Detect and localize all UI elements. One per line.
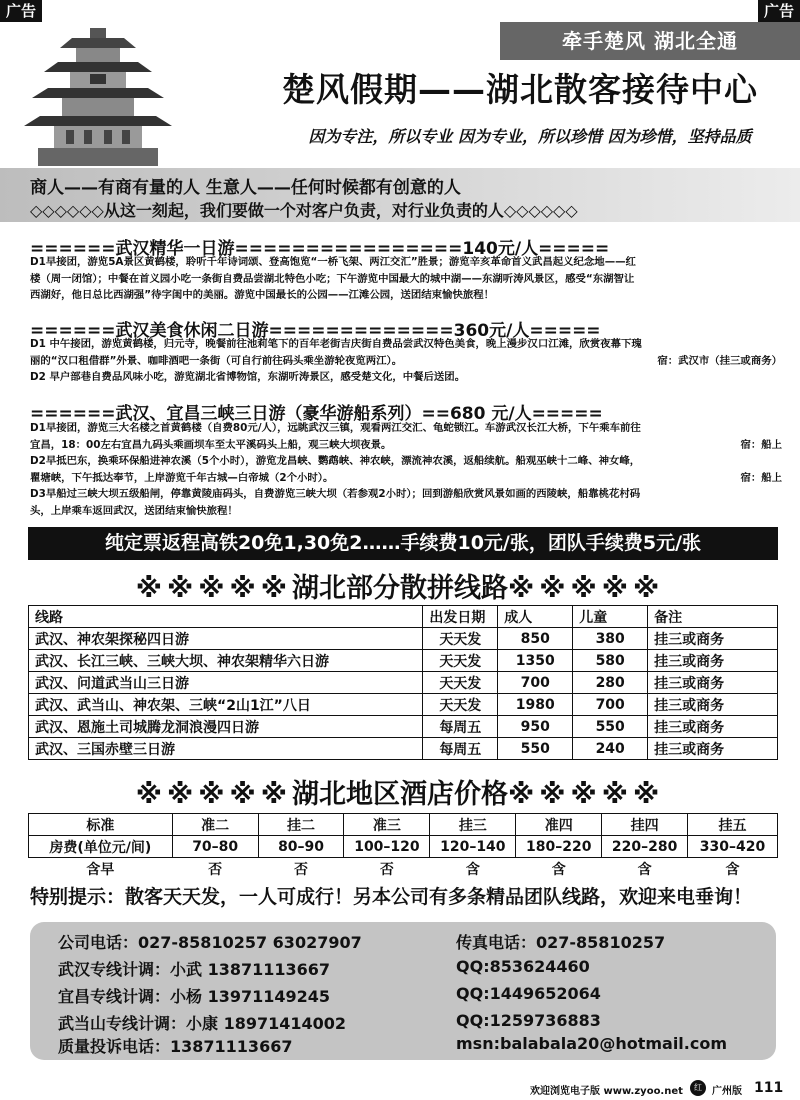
price-cell: 180–220 — [516, 836, 602, 858]
route-adult-price: 550 — [498, 738, 573, 760]
price-cell: 100–120 — [344, 836, 430, 858]
col-header: 成人 — [498, 606, 573, 628]
route-child-price: 550 — [573, 716, 648, 738]
price-cell: 80–90 — [258, 836, 344, 858]
brand-title: 楚风假期——湖北散客接待中心 — [282, 70, 758, 109]
trip-description — [30, 254, 782, 304]
route-note: 挂三或商务 — [648, 628, 778, 650]
breakfast-cell: 否 — [344, 858, 430, 880]
table-row — [29, 672, 778, 694]
ticket-info-bar: 纯定票返程高铁20免1,30免2……手续费10元/张，团队手续费5元/张 — [28, 527, 778, 560]
routes-table — [28, 605, 778, 760]
routes-section-title — [0, 566, 800, 605]
magazine-logo-icon: 红 — [690, 1080, 706, 1096]
route-child-price: 380 — [573, 628, 648, 650]
table-row — [29, 694, 778, 716]
route-note: 挂三或商务 — [648, 672, 778, 694]
trip-title: ======武汉美食休闲二日游=============360元/人===== — [30, 321, 601, 341]
yellow-crane-tower-image — [18, 26, 178, 166]
routes-title-text: 湖北部分散拼线路 — [292, 573, 508, 604]
col-header: 准二 — [172, 814, 258, 836]
table-row — [29, 836, 778, 858]
wuhan-qq: QQ:853624460 — [456, 957, 590, 976]
route-child-price: 580 — [573, 650, 648, 672]
decor-marks: ※※※※※ — [508, 779, 665, 810]
route-departure: 天天发 — [423, 694, 498, 716]
col-header: 出发日期 — [423, 606, 498, 628]
page-number: 111 — [754, 1080, 784, 1096]
yichang-contact: 宜昌专线计调：小杨 13971149245 — [58, 987, 331, 1006]
breakfast-cell: 含早 — [29, 858, 173, 880]
decor-marks: ※※※※※ — [508, 573, 665, 604]
col-header: 挂二 — [258, 814, 344, 836]
special-notice: 特别提示：散客天天发，一人可成行！另本公司有多条精品团队线路，欢迎来电垂询！ — [30, 886, 753, 908]
lodging-note: 宿：船上 — [740, 438, 782, 451]
route-departure: 天天发 — [423, 672, 498, 694]
col-header: 线路 — [29, 606, 423, 628]
route-note: 挂三或商务 — [648, 694, 778, 716]
msn-address: msn:balabala20@hotmail.com — [456, 1034, 728, 1053]
trip-title: ======武汉精华一日游================140元/人===== — [30, 239, 610, 259]
hotel-title-text: 湖北地区酒店价格 — [292, 779, 508, 810]
decor-marks: ※※※※※ — [135, 573, 292, 604]
lodging-note: 宿：船上 — [740, 471, 782, 484]
wudang-contact: 武当山专线计调：小康 18971414002 — [58, 1014, 347, 1033]
route-adult-price: 850 — [498, 628, 573, 650]
hotel-price-table — [28, 813, 778, 879]
route-name: 武汉、长江三峡、三峡大坝、神农架精华六日游 — [29, 650, 423, 672]
route-name: 武汉、恩施土司城腾龙洞浪漫四日游 — [29, 716, 423, 738]
route-adult-price: 1350 — [498, 650, 573, 672]
trip-line: D2早抵巴东，换乘环保船进神农溪（5个小时），游览龙昌峡、鹦鹉峡、神农峡，漂流神农溪，返船续航。船观巫峡十二峰、神女峰， — [30, 455, 641, 467]
trip-line: D2 早户部巷自费品风味小吃，游览湖北省博物馆，东湖听涛景区，感受楚文化，中餐后送团。 — [30, 371, 466, 383]
price-cell: 120–140 — [430, 836, 516, 858]
route-name: 武汉、神农架探秘四日游 — [29, 628, 423, 650]
col-header: 标准 — [29, 814, 173, 836]
route-child-price: 280 — [573, 672, 648, 694]
trip-line: 宜昌，18：00左右宜昌九码头乘画坝车至太平溪码头上船，观三峡大坝夜景。 宿：船上 — [30, 437, 782, 454]
trip-line: 瞿塘峡，下午抵达奉节，上岸游览千年古城—白帝城（2个小时）。 宿：船上 — [30, 470, 782, 487]
price-cell: 220–280 — [602, 836, 688, 858]
price-cell: 房费(单位元/间) — [29, 836, 173, 858]
trip-description — [30, 420, 782, 519]
table-row — [29, 716, 778, 738]
route-departure: 天天发 — [423, 650, 498, 672]
price-cell: 70–80 — [172, 836, 258, 858]
table-row — [29, 628, 778, 650]
breakfast-cell: 含 — [602, 858, 688, 880]
slogan-bar: 牵手楚风 湖北全通 — [500, 22, 800, 60]
complaint-phone: 质量投诉电话：13871113667 — [58, 1037, 293, 1056]
footer-edition: 广州版 — [712, 1086, 742, 1097]
trip-line: 楼（周一闭馆）；中餐在首义园小吃一条街自费品尝湖北特色小吃；下午游览中国最大的城中湖——东湖听涛风景区，感受“东湖智让 — [30, 272, 635, 285]
table-row — [29, 650, 778, 672]
decor-marks: ※※※※※ — [135, 779, 292, 810]
fax-number: 传真电话：027-85810257 — [456, 933, 666, 952]
trip-line: 西湖好，他日总比西湖强”待字闺中的美丽。游览中国最长的公园——江滩公园，送团结束愉快旅程！ — [30, 289, 495, 301]
route-adult-price: 700 — [498, 672, 573, 694]
col-header: 儿童 — [573, 606, 648, 628]
route-adult-price: 1980 — [498, 694, 573, 716]
hotel-section-title — [0, 772, 800, 811]
ad-label-right: 广告 — [758, 0, 800, 22]
route-note: 挂三或商务 — [648, 650, 778, 672]
motto: 因为专注，所以专业 因为专业，所以珍惜 因为珍惜，坚持品质 — [308, 127, 752, 146]
ad-label-left: 广告 — [0, 0, 42, 22]
route-child-price: 700 — [573, 694, 648, 716]
company-phone: 公司电话：027-85810257 63027907 — [58, 933, 362, 952]
wuhan-contact: 武汉专线计调：小武 13871113667 — [58, 960, 331, 979]
trip-line: D1 中午接团，游览黄鹤楼，归元寺，晚餐前往池莉笔下的百年老街吉庆街自费品尝武汉特色美食，晚上漫步汉口江滩，欣赏夜幕下瑰 — [30, 338, 642, 350]
col-header: 备注 — [648, 606, 778, 628]
footer-site: 欢迎浏览电子版 www.zyoo.net — [530, 1086, 683, 1097]
trip-line: 头，上岸乘车返回武汉，送团结束愉快旅程！ — [30, 504, 238, 517]
banner-line-1: 商人——有商有量的人 生意人——任何时候都有创意的人 — [30, 178, 461, 198]
trip-line: 丽的“汉口租借群”外景、咖啡酒吧一条街（可自行前往码头乘坐游轮夜览两江）。 宿：武汉市（挂三或商务） — [30, 353, 782, 370]
breakfast-cell: 否 — [172, 858, 258, 880]
lodging-note: 宿：武汉市（挂三或商务） — [657, 354, 782, 367]
breakfast-cell: 含 — [516, 858, 602, 880]
col-header: 准三 — [344, 814, 430, 836]
yichang-qq: QQ:1449652064 — [456, 984, 601, 1003]
price-cell: 330–420 — [688, 836, 778, 858]
trip-line: D1早接团，游览5A景区黄鹤楼，聆听千年诗词颂、登高饱览“一桥飞架、两江交汇”胜景；游览辛亥革命首义武昌起义纪念地——红 — [30, 256, 636, 268]
route-note: 挂三或商务 — [648, 738, 778, 760]
route-adult-price: 950 — [498, 716, 573, 738]
col-header: 准四 — [516, 814, 602, 836]
col-header: 挂四 — [602, 814, 688, 836]
trip-description — [30, 336, 782, 386]
contact-panel — [30, 922, 776, 1060]
col-header: 挂三 — [430, 814, 516, 836]
banner-line-2: ◇◇◇◇◇◇从这一刻起，我们要做一个对客户负责，对行业负责的人◇◇◇◇◇◇ — [30, 201, 578, 220]
col-header: 挂五 — [688, 814, 778, 836]
route-departure: 每周五 — [423, 716, 498, 738]
trip-title: ======武汉、宜昌三峡三日游（豪华游船系列）==680 元/人===== — [30, 404, 603, 424]
route-departure: 每周五 — [423, 738, 498, 760]
route-departure: 天天发 — [423, 628, 498, 650]
table-row — [29, 738, 778, 760]
breakfast-cell: 含 — [430, 858, 516, 880]
trip-line: D1早接团，游览三大名楼之首黄鹤楼（自费80元/人），远眺武汉三镇，观看两江交汇、龟蛇锁江。车游武汉长江大桥，下午乘车前往 — [30, 422, 641, 434]
table-header-row — [29, 814, 778, 836]
breakfast-cell: 含 — [688, 858, 778, 880]
table-header-row — [29, 606, 778, 628]
route-child-price: 240 — [573, 738, 648, 760]
breakfast-cell: 否 — [258, 858, 344, 880]
wudang-qq: QQ:1259736883 — [456, 1011, 601, 1030]
table-row — [29, 858, 778, 880]
route-name: 武汉、武当山、神农架、三峡“2山1江”八日 — [29, 694, 423, 716]
trip-line: D3早船过三峡大坝五级船闸，停靠黄陵庙码头，自费游览三峡大坝（若参观2小时）；回到游船欣赏风景如画的西陵峡，船靠桃花村码 — [30, 488, 641, 500]
route-name: 武汉、问道武当山三日游 — [29, 672, 423, 694]
route-name: 武汉、三国赤壁三日游 — [29, 738, 423, 760]
route-note: 挂三或商务 — [648, 716, 778, 738]
